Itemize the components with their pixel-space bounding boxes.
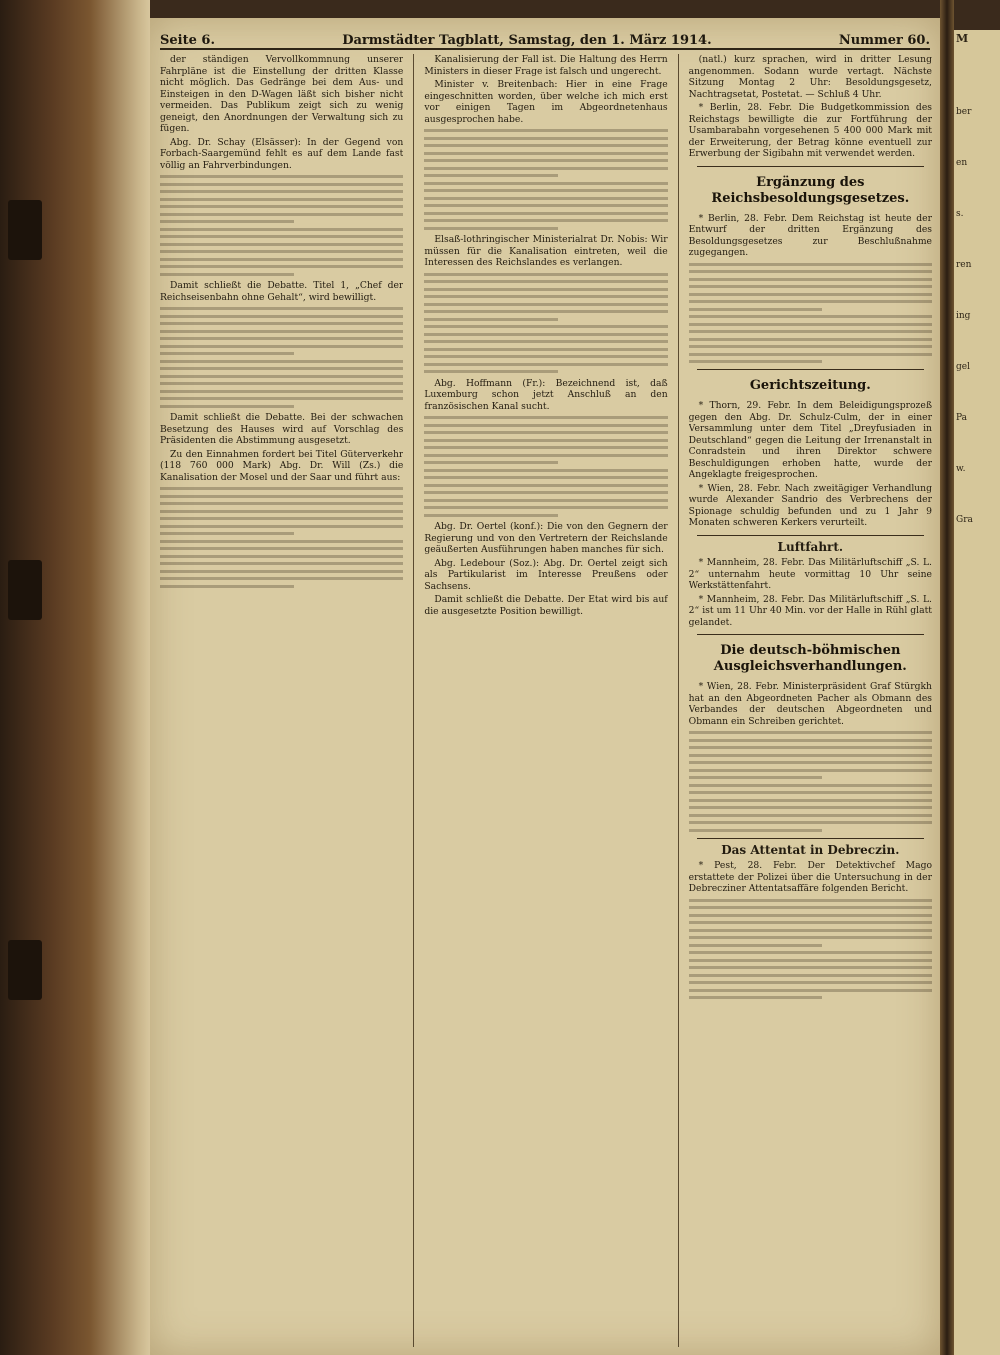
binding-band (8, 200, 42, 260)
text-line (689, 293, 932, 296)
text-line (424, 280, 667, 283)
text-line (160, 532, 294, 535)
text-line (689, 989, 932, 992)
text-line (424, 355, 667, 358)
text-line (160, 487, 403, 490)
text-line (160, 235, 403, 238)
masthead: Darmstädter Tagblatt, Samstag, den 1. März 1914. (342, 33, 712, 48)
text-line (424, 288, 667, 291)
text-line (424, 416, 667, 419)
text-line (424, 370, 558, 373)
paragraph: Damit schließt die Debatte. Bei der schwachen Besetzung des Hauses wird auf Vorschlag des Präsidenten die Abstimmung ausgesetzt. (160, 412, 404, 446)
text-line (424, 499, 667, 502)
adjacent-page-line: en (956, 158, 968, 168)
text-line (160, 205, 403, 208)
text-line (689, 300, 932, 303)
body-text-block (160, 307, 403, 408)
text-line (160, 585, 294, 588)
adjacent-page-line: Pa (956, 413, 968, 423)
text-line (160, 390, 403, 393)
text-line (689, 981, 932, 984)
text-line (424, 219, 667, 222)
paragraph: Kanalisierung der Fall ist. Die Haltung des Herrn Ministers in dieser Frage ist falsch und ungerecht. (424, 54, 668, 77)
text-line (689, 739, 932, 742)
section-heading: Gerichtszeitung. (749, 378, 871, 393)
text-line (689, 936, 932, 939)
adjacent-page-line: s. (956, 209, 964, 219)
text-line (424, 348, 667, 351)
text-line (160, 405, 294, 408)
text-line (424, 363, 667, 366)
text-line (424, 318, 558, 321)
text-line (689, 914, 932, 917)
text-line (160, 213, 403, 216)
paragraph: Damit schließt die Debatte. Der Etat wird bis auf die ausgesetzte Position bewilligt. (424, 594, 668, 617)
text-line (424, 159, 667, 162)
paragraph: Damit schließt die Debatte. Titel 1, „Chef der Reichseisenbahn ohne Gehalt“, wird bewilligt. (160, 280, 404, 303)
text-line (424, 129, 667, 132)
paragraph: der ständigen Vervollkommnung unserer Fahrpläne ist die Einstellung der dritten Klasse nicht möglich. Das Gedränge bei dem Aus- und Einsteigen in den D-Wagen läßt sich bisher nicht vermeiden. Das Publikum zeigt sich zu wenig geneigt, den Anordnungen der Verwaltung sich zu fügen. (160, 54, 404, 134)
text-line (689, 731, 932, 734)
text-line (689, 330, 932, 333)
paragraph: * Thorn, 29. Febr. In dem Beleidigungsprozeß gegen den Abg. Dr. Schulz-Culm, der in einer Versammlung unter dem Titel „Dreyfusiaden in Deutschland“ gegen die Leitung der Irrenanstalt in Conradstein und ihren Direktor schwere Beschuldigungen erhoben hatte, wurde der Angeklagte freigesprochen. (688, 400, 932, 480)
text-line (424, 152, 667, 155)
text-line (424, 144, 667, 147)
paragraph: * Wien, 28. Febr. Nach zweitägiger Verhandlung wurde Alexander Sandrio des Verbrechens der Spionage schuldig befunden und zu 1 Jahr 9 Monaten schweren Kerkers verurteilt. (688, 482, 932, 528)
text-line (689, 308, 823, 311)
adjacent-page-line: ber (956, 107, 972, 117)
text-line (160, 307, 403, 310)
adjacent-page-line: Gra (956, 515, 973, 525)
text-line (689, 921, 932, 924)
text-line (689, 784, 932, 787)
text-line (424, 303, 667, 306)
text-line (689, 754, 932, 757)
text-line (424, 295, 667, 298)
text-line (424, 340, 667, 343)
text-line (689, 278, 932, 281)
text-line (160, 352, 294, 355)
text-line (689, 270, 932, 273)
adjacent-page-line: gel (956, 362, 970, 372)
text-line (160, 228, 403, 231)
text-line (424, 454, 667, 457)
body-text-block (689, 731, 932, 832)
paragraph: Abg. Dr. Oertel (konf.): Die von den Gegnern der Regierung und von den Vertretern der Reichslande geäußerten Ausführungen haben manches für sich. (424, 521, 668, 555)
text-line (689, 996, 823, 999)
text-columns (160, 54, 932, 1347)
text-line (160, 322, 403, 325)
text-line (424, 476, 667, 479)
text-line (424, 469, 667, 472)
body-text-block (424, 273, 667, 374)
text-line (160, 265, 403, 268)
binding-band (8, 560, 42, 620)
column-rule (678, 54, 679, 1347)
text-line (424, 439, 667, 442)
text-line (689, 974, 932, 977)
text-line (689, 791, 932, 794)
text-line (689, 951, 932, 954)
adjacent-page (954, 30, 1000, 1355)
adjacent-page-text (954, 107, 1000, 526)
text-line (160, 258, 403, 261)
column-rule (413, 54, 414, 1347)
body-text-block (689, 263, 932, 364)
book-spine (0, 0, 150, 1355)
paragraph: Abg. Ledebour (Soz.): Abg. Dr. Oertel zeigt sich als Partikularist im Interesse Preußens oder Sachsens. (424, 557, 668, 592)
text-line (160, 547, 403, 550)
text-line (160, 510, 403, 513)
column-2 (424, 54, 667, 1347)
body-text-block (424, 416, 667, 517)
text-line (689, 353, 932, 356)
text-line (689, 829, 823, 832)
text-line (160, 382, 403, 385)
section-rule (697, 535, 924, 536)
text-line (160, 337, 403, 340)
text-line (424, 273, 667, 276)
section-rule (697, 634, 924, 635)
text-line (160, 570, 403, 573)
text-line (689, 776, 823, 779)
text-line (160, 517, 403, 520)
text-line (689, 323, 932, 326)
text-line (689, 285, 932, 288)
section-rule (697, 166, 924, 167)
paragraph: * Mannheim, 28. Febr. Das Militärluftschiff „S. L. 2“ ist um 11 Uhr 40 Min. vor der Halle in Rühl glatt gelandet. (688, 593, 932, 628)
text-line (424, 167, 667, 170)
text-line (160, 190, 403, 193)
text-line (689, 799, 932, 802)
text-line (689, 814, 932, 817)
paragraph: * Berlin, 28. Febr. Dem Reichstag ist heute der Entwurf der dritten Ergänzung des Besoldungsgesetzes zur Beschlußnahme zugegangen. (688, 212, 932, 258)
text-line (160, 175, 403, 178)
text-line (160, 502, 403, 505)
text-line (160, 345, 403, 348)
page-gutter (940, 0, 954, 1355)
paragraph: Elsaß-lothringischer Ministerialrat Dr. Nobis: Wir müssen für die Kanalisation eintreten, weil die Interessen des Reichslandes es verlangen. (424, 234, 668, 268)
text-line (689, 821, 932, 824)
paragraph: Abg. Dr. Schay (Elsässer): In der Gegend von Forbach-Saargemünd fehlt es auf dem Lande fast völlig an Fahrverbindungen. (160, 136, 404, 171)
text-line (689, 899, 932, 902)
text-line (424, 491, 667, 494)
section-heading: Das Attentat in Debreczin. (721, 842, 900, 857)
text-line (160, 330, 403, 333)
paragraph: Abg. Hoffmann (Fr.): Bezeichnend ist, daß Luxemburg schon jetzt Anschluß an den französischen Kanal sucht. (424, 377, 668, 412)
text-line (160, 367, 403, 370)
body-text-block (160, 487, 403, 588)
newspaper-page (150, 18, 940, 1355)
section-heading: Die deutsch-böhmischen Ausgleichsverhandlungen. (713, 643, 907, 674)
text-line (160, 360, 403, 363)
text-line (424, 212, 667, 215)
column-1 (160, 54, 403, 1347)
text-line (689, 761, 932, 764)
text-line (160, 315, 403, 318)
text-line (424, 310, 667, 313)
text-line (424, 182, 667, 185)
text-line (689, 929, 932, 932)
text-line (689, 769, 932, 772)
text-line (160, 525, 403, 528)
text-line (424, 137, 667, 140)
text-line (424, 506, 667, 509)
text-line (424, 227, 558, 230)
text-line (689, 263, 932, 266)
adjacent-page-line: ing (956, 311, 971, 321)
text-line (160, 220, 294, 223)
text-line (160, 495, 403, 498)
text-line (424, 424, 667, 427)
text-line (160, 540, 403, 543)
text-line (689, 360, 823, 363)
text-line (689, 338, 932, 341)
body-text-block (689, 899, 932, 1000)
text-line (424, 325, 667, 328)
text-line (689, 315, 932, 318)
text-line (160, 562, 403, 565)
text-line (424, 189, 667, 192)
text-line (160, 555, 403, 558)
column-3 (689, 54, 932, 1347)
page-header (160, 26, 930, 50)
section-heading: Ergänzung des Reichsbesoldungsgesetzes. (711, 174, 910, 206)
paragraph: (natl.) kurz sprachen, wird in dritter Lesung angenommen. Sodann wurde vertagt. Nächste Sitzung Montag 2 Uhr: Besoldungsgesetz, Nachtragsetat, Postetat. — Schluß 4 Uhr. (688, 54, 932, 100)
text-line (160, 250, 403, 253)
body-text-block (160, 175, 403, 276)
paragraph: Zu den Einnahmen fordert bei Titel Güterverkehr (118 760 000 Mark) Abg. Dr. Will (Zs.) die Kanalisation der Mosel und der Saar und führt aus: (160, 448, 404, 483)
body-text-block (424, 129, 667, 230)
adjacent-page-line: w. (956, 464, 966, 474)
text-line (160, 397, 403, 400)
text-line (424, 333, 667, 336)
text-line (689, 345, 932, 348)
text-line (689, 806, 932, 809)
paragraph: * Berlin, 28. Febr. Die Budgetkommission des Reichstags bewilligte die zur Fortführung der Usambarabahn vorgesehenen 5 400 000 Mark mit der Erweiterung, der Betrag könne eventuell zur Erwerbung der Sigibahn mit verwendet werden. (688, 102, 932, 159)
paragraph: * Mannheim, 28. Febr. Das Militärluftschiff „S. L. 2“ unternahm heute vormittag 10 Uhr seine Werkstättenfahrt. (688, 557, 932, 591)
section-heading: Luftfahrt. (777, 539, 844, 554)
section-rule (697, 369, 924, 370)
text-line (689, 966, 932, 969)
text-line (424, 484, 667, 487)
text-line (160, 577, 403, 580)
paragraph: * Pest, 28. Febr. Der Detektivchef Mago erstattete der Polizei über die Untersuchung in der Debrecziner Attentatsaffäre folgenden Bericht. (688, 860, 932, 894)
text-line (424, 461, 558, 464)
text-line (160, 183, 403, 186)
text-line (689, 944, 823, 947)
text-line (689, 906, 932, 909)
text-line (689, 746, 932, 749)
paragraph: * Wien, 28. Febr. Ministerpräsident Graf Stürgkh hat an den Abgeordneten Pacher als Obmann des Verbandes der deutschen Abgeordneten und Obmann ein Schreiben gerichtet. (688, 681, 932, 727)
text-line (689, 959, 932, 962)
text-line (160, 273, 294, 276)
text-line (424, 204, 667, 207)
paragraph: Minister v. Breitenbach: Hier in eine Frage eingeschnitten worden, über welche ich mich erst vor einigen Tagen im Abgeordnetenhaus ausgesprochen habe. (424, 79, 668, 125)
text-line (160, 243, 403, 246)
text-line (424, 431, 667, 434)
text-line (424, 197, 667, 200)
issue-number: Nummer 60. (838, 33, 930, 48)
text-line (424, 514, 558, 517)
text-line (160, 198, 403, 201)
section-rule (697, 838, 924, 839)
adjacent-page-heading: M (956, 32, 969, 45)
text-line (424, 174, 558, 177)
text-line (424, 446, 667, 449)
binding-band (8, 940, 42, 1000)
page-number: Seite 6. (160, 33, 215, 48)
adjacent-page-line: ren (956, 260, 972, 270)
text-line (160, 375, 403, 378)
